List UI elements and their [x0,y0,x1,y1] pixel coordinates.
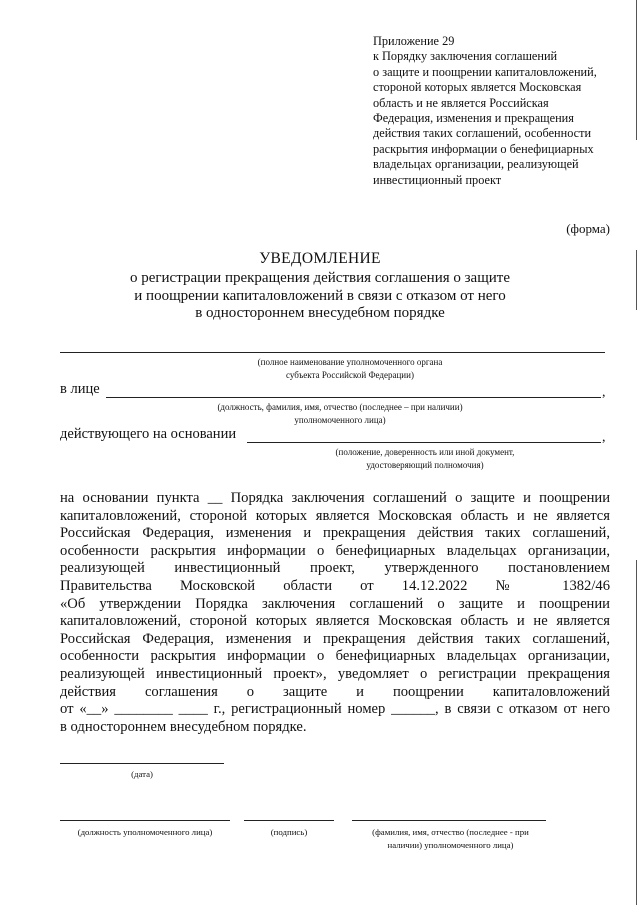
body-line: реализующей инвестиционный проект, утвержденного постановлением [60,560,610,577]
scan-edge-artifact [633,0,640,905]
appendix-line: стороной которых является Московская [373,80,582,95]
title-line: и поощрении капиталовложений в связи с отказом от него [134,287,506,304]
caption-text: субъекта Российской Федерации) [286,370,414,380]
appendix-line: Приложение 29 [373,34,455,48]
body-line: капиталовложений, стороной которых является Московская область и не является [60,507,610,524]
title-main: УВЕДОМЛЕНИЕ [259,250,381,267]
title-line: в одностороннем внесудебном порядке [195,305,445,321]
appendix-line: действия таких соглашений, особенности [373,126,592,141]
caption-text: (положение, доверенность или иной документ, [335,447,515,457]
name-line[interactable] [352,820,546,821]
document-title [0,250,640,323]
position-caption: (должность уполномоченного лица) [77,827,213,837]
basis-caption [320,446,530,472]
comma: , [602,385,606,400]
appendix-line: раскрытия информации о бенефициарных [373,141,594,156]
person-line[interactable] [106,397,601,398]
basis-label: действующего на основании [60,426,237,442]
appendix-line: о защите и поощрении капиталовложений, [373,64,597,79]
caption-text: уполномоченного лица) [294,415,386,425]
body-line: особенности раскрытия информации о бенефициарных владельцах организации, [60,542,610,559]
caption-text: (полное наименование уполномоченного органа [257,357,443,367]
comma: , [602,430,606,445]
basis-line[interactable] [247,442,601,443]
body-line: Правительства Московской области от 14.12.2022 № 1382/46 [60,577,610,594]
body-paragraph [60,490,610,736]
caption-text: наличии) уполномоченного лица) [387,839,514,850]
appendix-line: инвестиционный проект [373,172,502,187]
person-label: в лице [60,381,100,397]
date-caption: (дата) [131,769,153,779]
date-line[interactable] [60,763,224,764]
appendix-line: владельцах организации, реализующей [373,157,579,172]
organ-name-line[interactable] [60,352,605,353]
title-line: о регистрации прекращения действия соглашения о защите [129,270,511,286]
body-line: действия соглашения о защите и поощрении капиталовложений [60,683,610,700]
body-line: особенности раскрытия информации о бенефициарных владельцах организации, [60,648,610,665]
signature-line[interactable] [244,820,334,821]
appendix-line: область и не является Российская [373,95,549,110]
body-line: реализующей инвестиционный проект», уведомляет о регистрации прекращения [60,665,610,682]
person-caption [195,401,485,427]
signature-caption: (подпись) [270,827,308,837]
body-line: на основании пункта __ Порядка заключения соглашений о защите и поощрении [60,490,610,506]
form-label: (форма) [566,221,610,236]
body-line: Российская Федерация, изменения и прекращения действия таких соглашений, [60,630,610,647]
position-line[interactable] [60,820,230,821]
appendix-line: Федерация, изменения и прекращения [373,111,574,126]
organ-caption [230,356,470,382]
body-line: от «__» ________ ____ г., регистрационный номер ______, в связи с отказом от него [60,701,610,718]
name-caption [348,826,553,851]
body-line: в одностороннем внесудебном порядке. [60,718,307,735]
body-line: капиталовложений, стороной которых является Московская область и не является [60,613,610,630]
caption-text: удостоверяющий полномочия) [366,460,484,470]
body-line: «Об утверждении Порядка заключения соглашений о защите и поощрении [60,595,610,612]
appendix-line: к Порядку заключения соглашений [373,49,558,64]
appendix-header [373,34,623,188]
caption-text: (фамилия, имя, отчество (последнее - при [372,827,529,837]
body-line: Российская Федерация, изменения и прекращения действия таких соглашений, [60,525,610,542]
caption-text: (должность, фамилия, имя, отчество (последнее – при наличии) [217,402,463,412]
